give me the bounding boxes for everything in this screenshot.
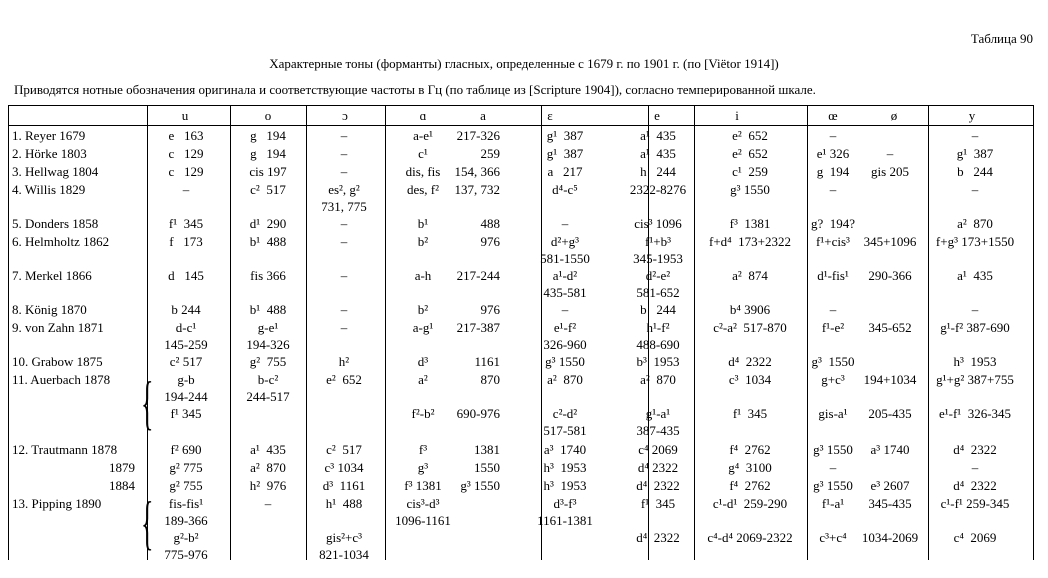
table-cell: a-h bbox=[414, 268, 432, 283]
table-cell: f¹+b³ bbox=[645, 234, 671, 249]
table-cell: c¹ bbox=[418, 146, 428, 161]
table-cell: a² 870 bbox=[547, 372, 583, 387]
table-cell: f¹ 345 bbox=[168, 216, 204, 231]
table-cell: c 129 bbox=[168, 164, 204, 179]
table-cell: g? 194? bbox=[810, 216, 856, 231]
table-cell: 976 bbox=[480, 302, 500, 317]
table-cell: – bbox=[561, 302, 569, 317]
table-cell: 1034-2069 bbox=[861, 530, 919, 545]
table-cell: g 194 bbox=[250, 146, 286, 161]
table-cell: – bbox=[971, 302, 979, 317]
table-cell: f²-b² bbox=[411, 406, 435, 421]
table-cell: d⁴ 2322 bbox=[728, 354, 772, 369]
table-cell: 690-976 bbox=[456, 406, 500, 421]
table-cell-continuation: 488-690 bbox=[636, 337, 680, 352]
table-cell: 259 bbox=[480, 146, 500, 161]
header-bottom-border bbox=[8, 125, 1033, 126]
table-cell: b³ 1953 bbox=[636, 354, 680, 369]
table-title: Характерные тоны (форманты) гласных, определенные с 1679 г. по 1901 г. (по [Viëtor 1914]) bbox=[269, 56, 779, 71]
table-cell: b² bbox=[417, 302, 429, 317]
table-cell-continuation: 581-1550 bbox=[540, 251, 590, 266]
table-cell-continuation: 1096-1161 bbox=[395, 513, 451, 528]
table-cell: 205-435 bbox=[868, 406, 912, 421]
column-divider bbox=[385, 105, 386, 560]
table-cell: f⁴ 2762 bbox=[729, 442, 771, 457]
table-cell: g² 775 bbox=[169, 460, 203, 475]
row-label: 12. Trautmann 1878 bbox=[12, 442, 118, 457]
table-cell: e¹ 326 bbox=[816, 146, 850, 161]
table-cell: cis³-d³ bbox=[406, 496, 440, 511]
table-cell: c 129 bbox=[168, 146, 204, 161]
table-cell: 345-652 bbox=[868, 320, 912, 335]
column-header: o bbox=[264, 108, 272, 123]
table-cell: g¹ 387 bbox=[546, 146, 584, 161]
row-label: 10. Grabow 1875 bbox=[12, 354, 103, 369]
table-cell: g³ 1550 bbox=[460, 478, 500, 493]
table-cell: gis-a¹ bbox=[818, 406, 848, 421]
table-cell: c³ 1034 bbox=[728, 372, 772, 387]
table-cell: cis³ 1096 bbox=[634, 216, 682, 231]
table-cell: h³ 1953 bbox=[953, 354, 997, 369]
table-cell: a¹ 435 bbox=[640, 146, 676, 161]
row-label: 1. Reyer 1679 bbox=[12, 128, 86, 143]
table-cell: f¹-e² bbox=[821, 320, 845, 335]
table-cell: b² bbox=[417, 234, 429, 249]
row-label: 5. Donders 1858 bbox=[12, 216, 99, 231]
table-cell: – bbox=[829, 460, 837, 475]
table-cell: f³ 1381 bbox=[404, 478, 442, 493]
table-cell: a² 874 bbox=[732, 268, 768, 283]
table-cell: d⁴ 2322 bbox=[637, 460, 679, 475]
table-cell-continuation: 517-581 bbox=[543, 423, 587, 438]
table-cell: g-b bbox=[177, 372, 195, 387]
table-cell: d 145 bbox=[168, 268, 204, 283]
table-subtitle: Приводятся нотные обозначения оригинала и соответствующие частоты в Гц (по таблице из [Scripture 1904]), согласно темперированной шкале. bbox=[14, 82, 816, 97]
table-cell: g² 755 bbox=[169, 478, 203, 493]
table-cell: d³ bbox=[417, 354, 429, 369]
table-cell: c¹ 259 bbox=[732, 164, 768, 179]
column-header: a bbox=[480, 108, 486, 123]
table-cell-continuation: 581-652 bbox=[636, 285, 680, 300]
table-cell: 1550 bbox=[474, 460, 500, 475]
table-cell: d¹-fis¹ bbox=[817, 268, 849, 283]
table-cell: f³ bbox=[418, 442, 428, 457]
column-divider bbox=[928, 105, 929, 560]
table-cell: c² 517 bbox=[169, 354, 203, 369]
table-cell: des, f² bbox=[406, 182, 440, 197]
row-label: 8. König 1870 bbox=[12, 302, 87, 317]
table-cell: c² 517 bbox=[250, 182, 286, 197]
table-cell: c⁴-d⁴ 2069-2322 bbox=[707, 530, 793, 545]
table-cell: h² 976 bbox=[249, 478, 287, 493]
table-number: Таблица 90 bbox=[970, 31, 1033, 46]
row-label: 2. Hörke 1803 bbox=[12, 146, 87, 161]
table-cell: a² 870 bbox=[957, 216, 993, 231]
table-cell: dis, fis bbox=[405, 164, 441, 179]
table-cell-continuation: 326-960 bbox=[543, 337, 587, 352]
table-cell: b 244 bbox=[957, 164, 993, 179]
table-cell: d⁴ 2322 bbox=[953, 478, 997, 493]
table-cell: – bbox=[829, 302, 837, 317]
table-cell: – bbox=[340, 164, 348, 179]
table-cell-continuation: 194-244 bbox=[164, 389, 208, 404]
table-cell: 217-326 bbox=[456, 128, 500, 143]
table-cell-continuation: 244-517 bbox=[246, 389, 290, 404]
table-cell: – bbox=[340, 128, 348, 143]
table-cell: g-e¹ bbox=[257, 320, 279, 335]
table-cell-continuation: 194-326 bbox=[246, 337, 290, 352]
table-cell: b⁴ 3906 bbox=[729, 302, 771, 317]
table-cell: g 194 bbox=[816, 164, 850, 179]
table-cell: e 163 bbox=[168, 128, 204, 143]
table-cell: g 194 bbox=[250, 128, 286, 143]
table-cell: 137, 732 bbox=[454, 182, 500, 197]
table-cell: g³ 1550 bbox=[813, 478, 853, 493]
table-cell: c³+c⁴ bbox=[819, 530, 847, 545]
table-cell-continuation: 435-581 bbox=[543, 285, 587, 300]
column-divider bbox=[807, 105, 808, 560]
column-header: ɑ bbox=[419, 108, 427, 123]
table-cell: d²+g³ bbox=[550, 234, 580, 249]
table-cell: d-c¹ bbox=[175, 320, 197, 335]
table-cell: b¹ 488 bbox=[249, 302, 287, 317]
table-cell: a² 870 bbox=[250, 460, 286, 475]
table-cell: h¹ 488 bbox=[325, 496, 363, 511]
table-cell: f+g³ 173+1550 bbox=[935, 234, 1015, 249]
table-cell-continuation: 1161-1381 bbox=[537, 513, 593, 528]
table-cell: d³-f³ bbox=[553, 496, 577, 511]
row-label: 7. Merkel 1866 bbox=[12, 268, 92, 283]
table-cell-continuation: 775-976 bbox=[164, 547, 208, 562]
column-divider bbox=[306, 105, 307, 560]
brace-pipping: { bbox=[141, 489, 154, 557]
table-cell: a¹ 435 bbox=[640, 128, 676, 143]
table-cell: f¹+cis³ bbox=[816, 234, 850, 249]
table-cell: a³ 1740 bbox=[870, 442, 910, 457]
table-cell: b 244 bbox=[640, 302, 676, 317]
table-cell: 2322-8276 bbox=[629, 182, 687, 197]
table-cell: a² bbox=[418, 372, 428, 387]
table-cell: f¹ 345 bbox=[732, 406, 768, 421]
table-cell: b-c² bbox=[257, 372, 279, 387]
table-cell: d⁴-c⁵ bbox=[552, 182, 578, 197]
table-cell: g¹ 387 bbox=[546, 128, 584, 143]
table-cell: 194+1034 bbox=[863, 372, 917, 387]
table-cell: c³ 1034 bbox=[324, 460, 364, 475]
table-cell: d⁴ 2322 bbox=[636, 478, 680, 493]
table-cell: h³ 1953 bbox=[543, 478, 587, 493]
table-cell: c²-d² bbox=[552, 406, 578, 421]
table-cell: a¹ 435 bbox=[250, 442, 286, 457]
table-cell: 1161 bbox=[474, 354, 500, 369]
table-cell: – bbox=[971, 182, 979, 197]
row-label: 1879 bbox=[109, 460, 135, 475]
table-cell: e³ 2607 bbox=[870, 478, 910, 493]
table-cell: g¹+g² 387+755 bbox=[936, 372, 1014, 387]
table-cell-continuation: 189-366 bbox=[164, 513, 208, 528]
table-cell: g+c³ bbox=[821, 372, 845, 387]
table-cell: f¹-a¹ bbox=[821, 496, 845, 511]
table-cell: 290-366 bbox=[868, 268, 912, 283]
table-cell: 345-435 bbox=[868, 496, 912, 511]
table-cell: f⁴ 2762 bbox=[729, 478, 771, 493]
table-cell: f¹ 345 bbox=[640, 496, 676, 511]
table-cell: d⁴ 2322 bbox=[953, 442, 997, 457]
table-cell: 154, 366 bbox=[454, 164, 500, 179]
table-cell: h² bbox=[338, 354, 350, 369]
row-label: 4. Willis 1829 bbox=[12, 182, 86, 197]
table-cell: h¹-f² bbox=[646, 320, 670, 335]
table-cell: d⁴ 2322 bbox=[636, 530, 680, 545]
table-cell: 217-387 bbox=[456, 320, 500, 335]
table-cell: – bbox=[971, 128, 979, 143]
table-cell: fis 366 bbox=[250, 268, 286, 283]
column-divider bbox=[230, 105, 231, 560]
table-top-border bbox=[8, 105, 1033, 106]
table-cell: c² 517 bbox=[326, 442, 362, 457]
table-cell: a¹-d² bbox=[552, 268, 578, 283]
column-divider bbox=[1033, 105, 1034, 560]
table-cell: e² 652 bbox=[732, 128, 768, 143]
column-divider bbox=[541, 105, 542, 560]
table-cell: h³ 1953 bbox=[543, 460, 587, 475]
table-cell: a³ 1740 bbox=[543, 442, 587, 457]
table-cell: g¹-f² 387-690 bbox=[940, 320, 1010, 335]
table-cell: – bbox=[182, 182, 190, 197]
table-cell: g¹-a¹ bbox=[645, 406, 671, 421]
table-cell: gis 205 bbox=[871, 164, 909, 179]
table-cell-continuation: 387-435 bbox=[636, 423, 680, 438]
table-cell: g³ 1550 bbox=[730, 182, 770, 197]
row-label: 6. Helmholtz 1862 bbox=[12, 234, 110, 249]
table-cell: d²-e² bbox=[645, 268, 671, 283]
table-cell: f 173 bbox=[169, 234, 203, 249]
table-cell: – bbox=[971, 460, 979, 475]
table-cell: h 244 bbox=[640, 164, 676, 179]
row-label: 13. Pipping 1890 bbox=[12, 496, 102, 511]
table-cell: g⁴ 3100 bbox=[728, 460, 772, 475]
column-header: i bbox=[735, 108, 739, 123]
table-cell: a-e¹ bbox=[413, 128, 433, 143]
table-cell: fis-fis¹ bbox=[168, 496, 204, 511]
table-cell-continuation: 821-1034 bbox=[319, 547, 369, 562]
table-cell: cis 197 bbox=[249, 164, 287, 179]
table-cell: – bbox=[340, 268, 348, 283]
brace-auerbach: { bbox=[141, 369, 154, 437]
table-cell: g³ bbox=[417, 460, 429, 475]
column-header: œ bbox=[828, 108, 838, 123]
table-cell: – bbox=[829, 128, 837, 143]
column-header: ɔ bbox=[342, 108, 348, 123]
table-cell: – bbox=[264, 496, 272, 511]
column-header: e bbox=[654, 108, 660, 123]
table-cell-continuation: 731, 775 bbox=[321, 199, 367, 214]
table-cell: 870 bbox=[480, 372, 500, 387]
table-cell: c¹-d¹ 259-290 bbox=[712, 496, 788, 511]
table-cell: a-g¹ bbox=[412, 320, 434, 335]
column-divider bbox=[694, 105, 695, 560]
table-cell: f¹ 345 bbox=[170, 406, 202, 421]
table-cell: – bbox=[340, 216, 348, 231]
table-cell: gis²+c³ bbox=[325, 530, 363, 545]
table-cell: c⁴ 2069 bbox=[638, 442, 678, 457]
row-label: 3. Hellwag 1804 bbox=[12, 164, 99, 179]
table-cell: g²-b² bbox=[173, 530, 199, 545]
table-cell: g¹ 387 bbox=[956, 146, 994, 161]
table-cell: – bbox=[340, 234, 348, 249]
column-header: ɛ bbox=[547, 108, 553, 123]
table-cell: – bbox=[886, 146, 894, 161]
table-cell: e¹-f¹ 326-345 bbox=[938, 406, 1012, 421]
table-cell: – bbox=[561, 216, 569, 231]
table-cell: 488 bbox=[480, 216, 500, 231]
table-cell: g² 755 bbox=[249, 354, 287, 369]
table-cell: d³ 1161 bbox=[322, 478, 366, 493]
table-cell: a 217 bbox=[547, 164, 583, 179]
table-cell: g³ 1550 bbox=[545, 354, 585, 369]
table-cell: – bbox=[829, 182, 837, 197]
table-cell: f+d⁴ 173+2322 bbox=[708, 234, 792, 249]
table-cell: f² 690 bbox=[170, 442, 202, 457]
table-cell: 217-244 bbox=[456, 268, 500, 283]
table-cell-continuation: 345-1953 bbox=[633, 251, 683, 266]
table-cell: – bbox=[340, 320, 348, 335]
column-divider bbox=[8, 105, 9, 560]
table-cell: c²-a² 517-870 bbox=[713, 320, 787, 335]
column-header: y bbox=[968, 108, 976, 123]
column-header: ø bbox=[890, 108, 898, 123]
table-cell: b 244 bbox=[171, 302, 201, 317]
table-cell: c¹-f¹ 259-345 bbox=[940, 496, 1010, 511]
table-cell: a¹ 435 bbox=[957, 268, 993, 283]
table-cell: b¹ bbox=[417, 216, 429, 231]
table-cell: – bbox=[340, 146, 348, 161]
table-cell: 345+1096 bbox=[863, 234, 917, 249]
table-cell: b¹ 488 bbox=[249, 234, 287, 249]
table-cell: d¹ 290 bbox=[249, 216, 287, 231]
table-cell: g³ 1550 bbox=[811, 354, 855, 369]
table-cell: 976 bbox=[480, 234, 500, 249]
table-cell: f³ 1381 bbox=[729, 216, 771, 231]
table-cell: c⁴ 2069 bbox=[953, 530, 997, 545]
row-label: 11. Auerbach 1878 bbox=[12, 372, 111, 387]
table-cell: 1381 bbox=[474, 442, 500, 457]
row-label: 9. von Zahn 1871 bbox=[12, 320, 104, 335]
table-cell: e² 652 bbox=[732, 146, 768, 161]
table-cell-continuation: 145-259 bbox=[164, 337, 208, 352]
row-label: 1884 bbox=[109, 478, 135, 493]
table-cell: a² 870 bbox=[640, 372, 676, 387]
table-cell: es², g² bbox=[328, 182, 360, 197]
table-cell: e¹-f² bbox=[553, 320, 577, 335]
table-cell: – bbox=[340, 302, 348, 317]
table-cell: g³ 1550 bbox=[813, 442, 853, 457]
table-cell: e² 652 bbox=[326, 372, 362, 387]
column-header: u bbox=[181, 108, 189, 123]
